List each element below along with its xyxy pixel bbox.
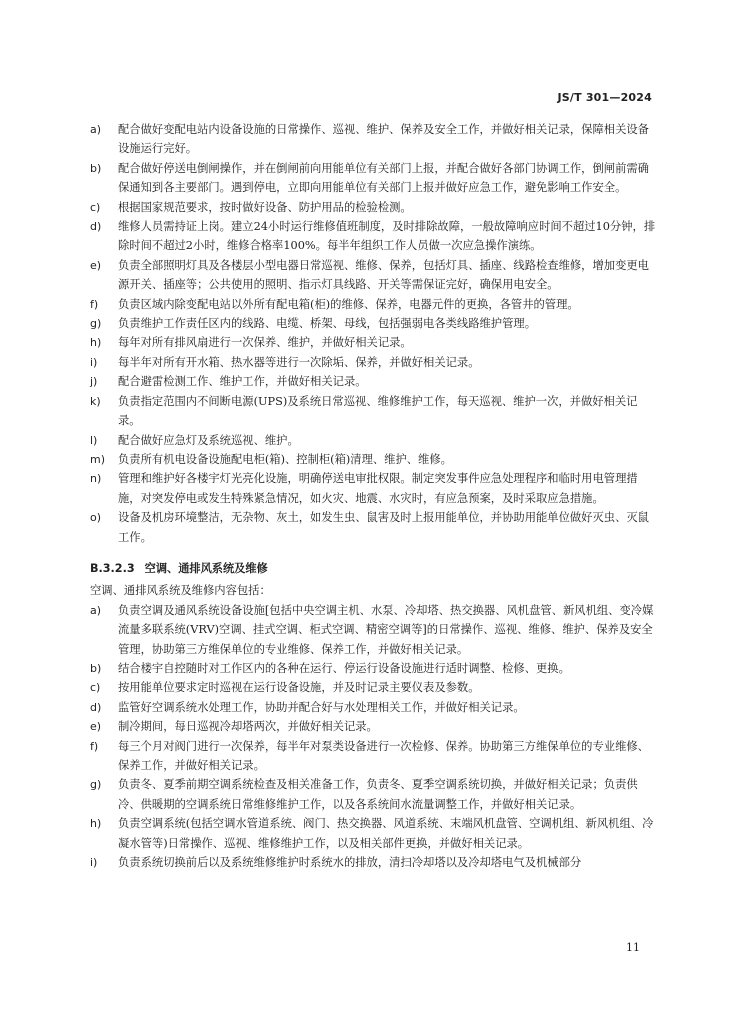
list-item [90, 698, 658, 717]
list-item [90, 450, 658, 469]
list-item-label: h) [90, 336, 102, 350]
list-item [90, 737, 658, 776]
list-item [90, 601, 658, 659]
list-item [90, 256, 658, 295]
list-item-text: 结合楼宇自控随时对工作区内的各种在运行、停运行设备设施进行适时调整、检修、更换。 [118, 661, 570, 675]
list-item-label: d) [90, 220, 102, 234]
list-item [90, 659, 658, 678]
list-item-text: 配合做好应急灯及系统巡视、维护。 [118, 433, 299, 447]
list-item-label: m) [90, 452, 106, 466]
list-item [90, 120, 658, 159]
list-item [90, 295, 658, 314]
list-item-label: o) [90, 511, 102, 525]
list-item [90, 508, 658, 547]
list-item [90, 469, 658, 508]
list-item [90, 392, 658, 431]
list-item-text: 每半年对所有开水箱、热水器等进行一次除垢、保养，并做好相关记录。 [118, 355, 480, 369]
section-number: B.3.2.3 [90, 561, 135, 575]
list-item-label: d) [90, 700, 102, 714]
list-item [90, 814, 658, 853]
list-item-text: 负责全部照明灯具及各楼层小型电器日常巡视、维修、保养，包括灯具、插座、线路检查维修，增加变更电源开关、插座等；公共使用的照明、指示灯具线路、开关等需保证完好，确保用电安全。 [118, 258, 649, 292]
list-item-label: n) [90, 472, 102, 486]
list-item [90, 372, 658, 391]
list-item-text: 负责指定范围内不间断电源(UPS)及系统日常巡视、维修维护工作，每天巡视、维护一次，并做好相关记录。 [118, 394, 638, 428]
list-item [90, 678, 658, 697]
list-item-text: 按用能单位要求定时巡视在运行设备设施，并及时记录主要仪表及参数。 [118, 681, 480, 695]
document-body [90, 120, 658, 872]
list-item-label: c) [90, 200, 101, 214]
section-intro: 空调、通排风系统及维修内容包括： [90, 584, 271, 598]
list-item-label: a) [90, 603, 102, 617]
list-section-2 [90, 601, 658, 873]
list-item-text: 管理和维护好各楼宇灯光亮化设施，明确停送电审批权限。制定突发事件应急处理程序和临时用电管理措施，对突发停电或发生特殊紧急情况，如火灾、地震、水灾时，有应急预案，及时采取应急措施。 [118, 472, 638, 505]
standard-code-header: JS/T 301—2024 [557, 91, 652, 104]
list-item-label: c) [90, 681, 101, 695]
list-item-label: e) [90, 258, 102, 272]
list-item-text: 负责维护工作责任区内的线路、电缆、桥架、母线，包括强弱电各类线路维护管理。 [118, 317, 536, 331]
list-item-text: 配合避雷检测工作、维护工作，并做好相关记录。 [118, 375, 367, 389]
page-number: 11 [626, 941, 640, 954]
list-item-text: 配合做好停送电倒闸操作，并在倒闸前向用能单位有关部门上报，并配合做好各部门协调工作，倒闸前需确保通知到各主要部门。遇到停电，立即向用能单位有关部门上报并做好应急工作，避免影响工作安全。 [118, 161, 649, 195]
list-item-label: f) [90, 297, 99, 311]
list-item-label: a) [90, 123, 102, 136]
list-item-label: g) [90, 778, 102, 792]
list-item-text: 制冷期间，每日巡视冷却塔两次，并做好相关记录。 [118, 720, 378, 734]
list-item [90, 353, 658, 372]
list-item-label: j) [90, 375, 98, 389]
section-title: 空调、通排风系统及维修 [144, 561, 268, 575]
list-item-label: f) [90, 739, 99, 753]
section-heading [90, 559, 658, 578]
list-item [90, 775, 658, 814]
list-item-text: 维修人员需持证上岗。建立24小时运行维修值班制度，及时排除故障，一般故障响应时间不超过10分钟，排除时间不超过2小时，维修合格率100%。每半年组织工作人员做一次应急操作演练。 [118, 220, 656, 253]
list-item-label: g) [90, 317, 102, 331]
list-item-label: h) [90, 817, 102, 831]
list-item-text: 每年对所有排风扇进行一次保养、维护，并做好相关记录。 [118, 336, 412, 350]
list-section-1 [90, 120, 658, 547]
list-item [90, 333, 658, 352]
list-item-label: k) [90, 394, 101, 408]
list-item-text: 配合做好变配电站内设备设施的日常操作、巡视、维护、保养及安全工作，并做好相关记录，保障相关设备设施运行完好。 [118, 123, 649, 156]
list-item-text: 设备及机房环境整洁，无杂物、灰土，如发生虫、鼠害及时上报用能单位，并协助用能单位做好灭虫、灭鼠工作。 [118, 511, 649, 544]
list-item-label: b) [90, 161, 102, 175]
list-item-label: i) [90, 856, 98, 870]
list-item [90, 159, 658, 198]
list-item [90, 431, 658, 450]
list-item [90, 198, 658, 217]
list-item-text: 负责冬、夏季前期空调系统检查及相关准备工作，负责冬、夏季空调系统切换，并做好相关记录；负责供冷、供暖期的空调系统日常维修维护工作，以及各系统间水流量调整工作，并做好相关记录。 [118, 778, 638, 811]
list-item-label: i) [90, 355, 98, 369]
list-item-text: 负责所有机电设备设施配电柜(箱)、控制柜(箱)清理、维护、维修。 [118, 452, 452, 466]
list-item-label: e) [90, 720, 102, 734]
list-item-text: 每三个月对阀门进行一次保养，每半年对泵类设备进行一次检修、保养。协助第三方维保单位的专业维修、保养工作，并做好相关记录。 [118, 739, 649, 772]
list-item-text: 负责系统切换前后以及系统维修维护时系统水的排放，清扫冷却塔以及冷却塔电气及机械部分 [118, 856, 582, 870]
list-item [90, 217, 658, 256]
list-item-text: 负责区域内除变配电站以外所有配电箱(柜)的维修、保养，电器元件的更换，各管井的管理。 [118, 297, 579, 311]
list-item [90, 717, 658, 736]
list-item-label: l) [90, 433, 98, 447]
list-item-text: 负责空调及通风系统设备设施[包括中央空调主机、水泵、冷却塔、热交换器、风机盘管、新风机组、变冷媒流量多联系统(VRV)空调、挂式空调、柜式空调、精密空调等]的日常操作、巡视、维修、维护、保养及安全管理，协助第三方维保单位的专业维修、保养工作，并做好相关记录。 [118, 603, 654, 656]
list-item-text: 监管好空调系统水处理工作，协助并配合好与水处理相关工作，并做好相关记录。 [118, 700, 525, 714]
list-item-text: 根据国家规范要求，按时做好设备、防护用品的检验检测。 [118, 200, 412, 214]
list-item-text: 负责空调系统(包括空调水管道系统、阀门、热交换器、风道系统、末端风机盘管、空调机组、新风机组、冷凝水管等)日常操作、巡视、维修维护工作，以及相关部件更换，并做好相关记录。 [118, 817, 654, 850]
list-item [90, 314, 658, 333]
list-item [90, 853, 658, 872]
list-item-label: b) [90, 661, 102, 675]
